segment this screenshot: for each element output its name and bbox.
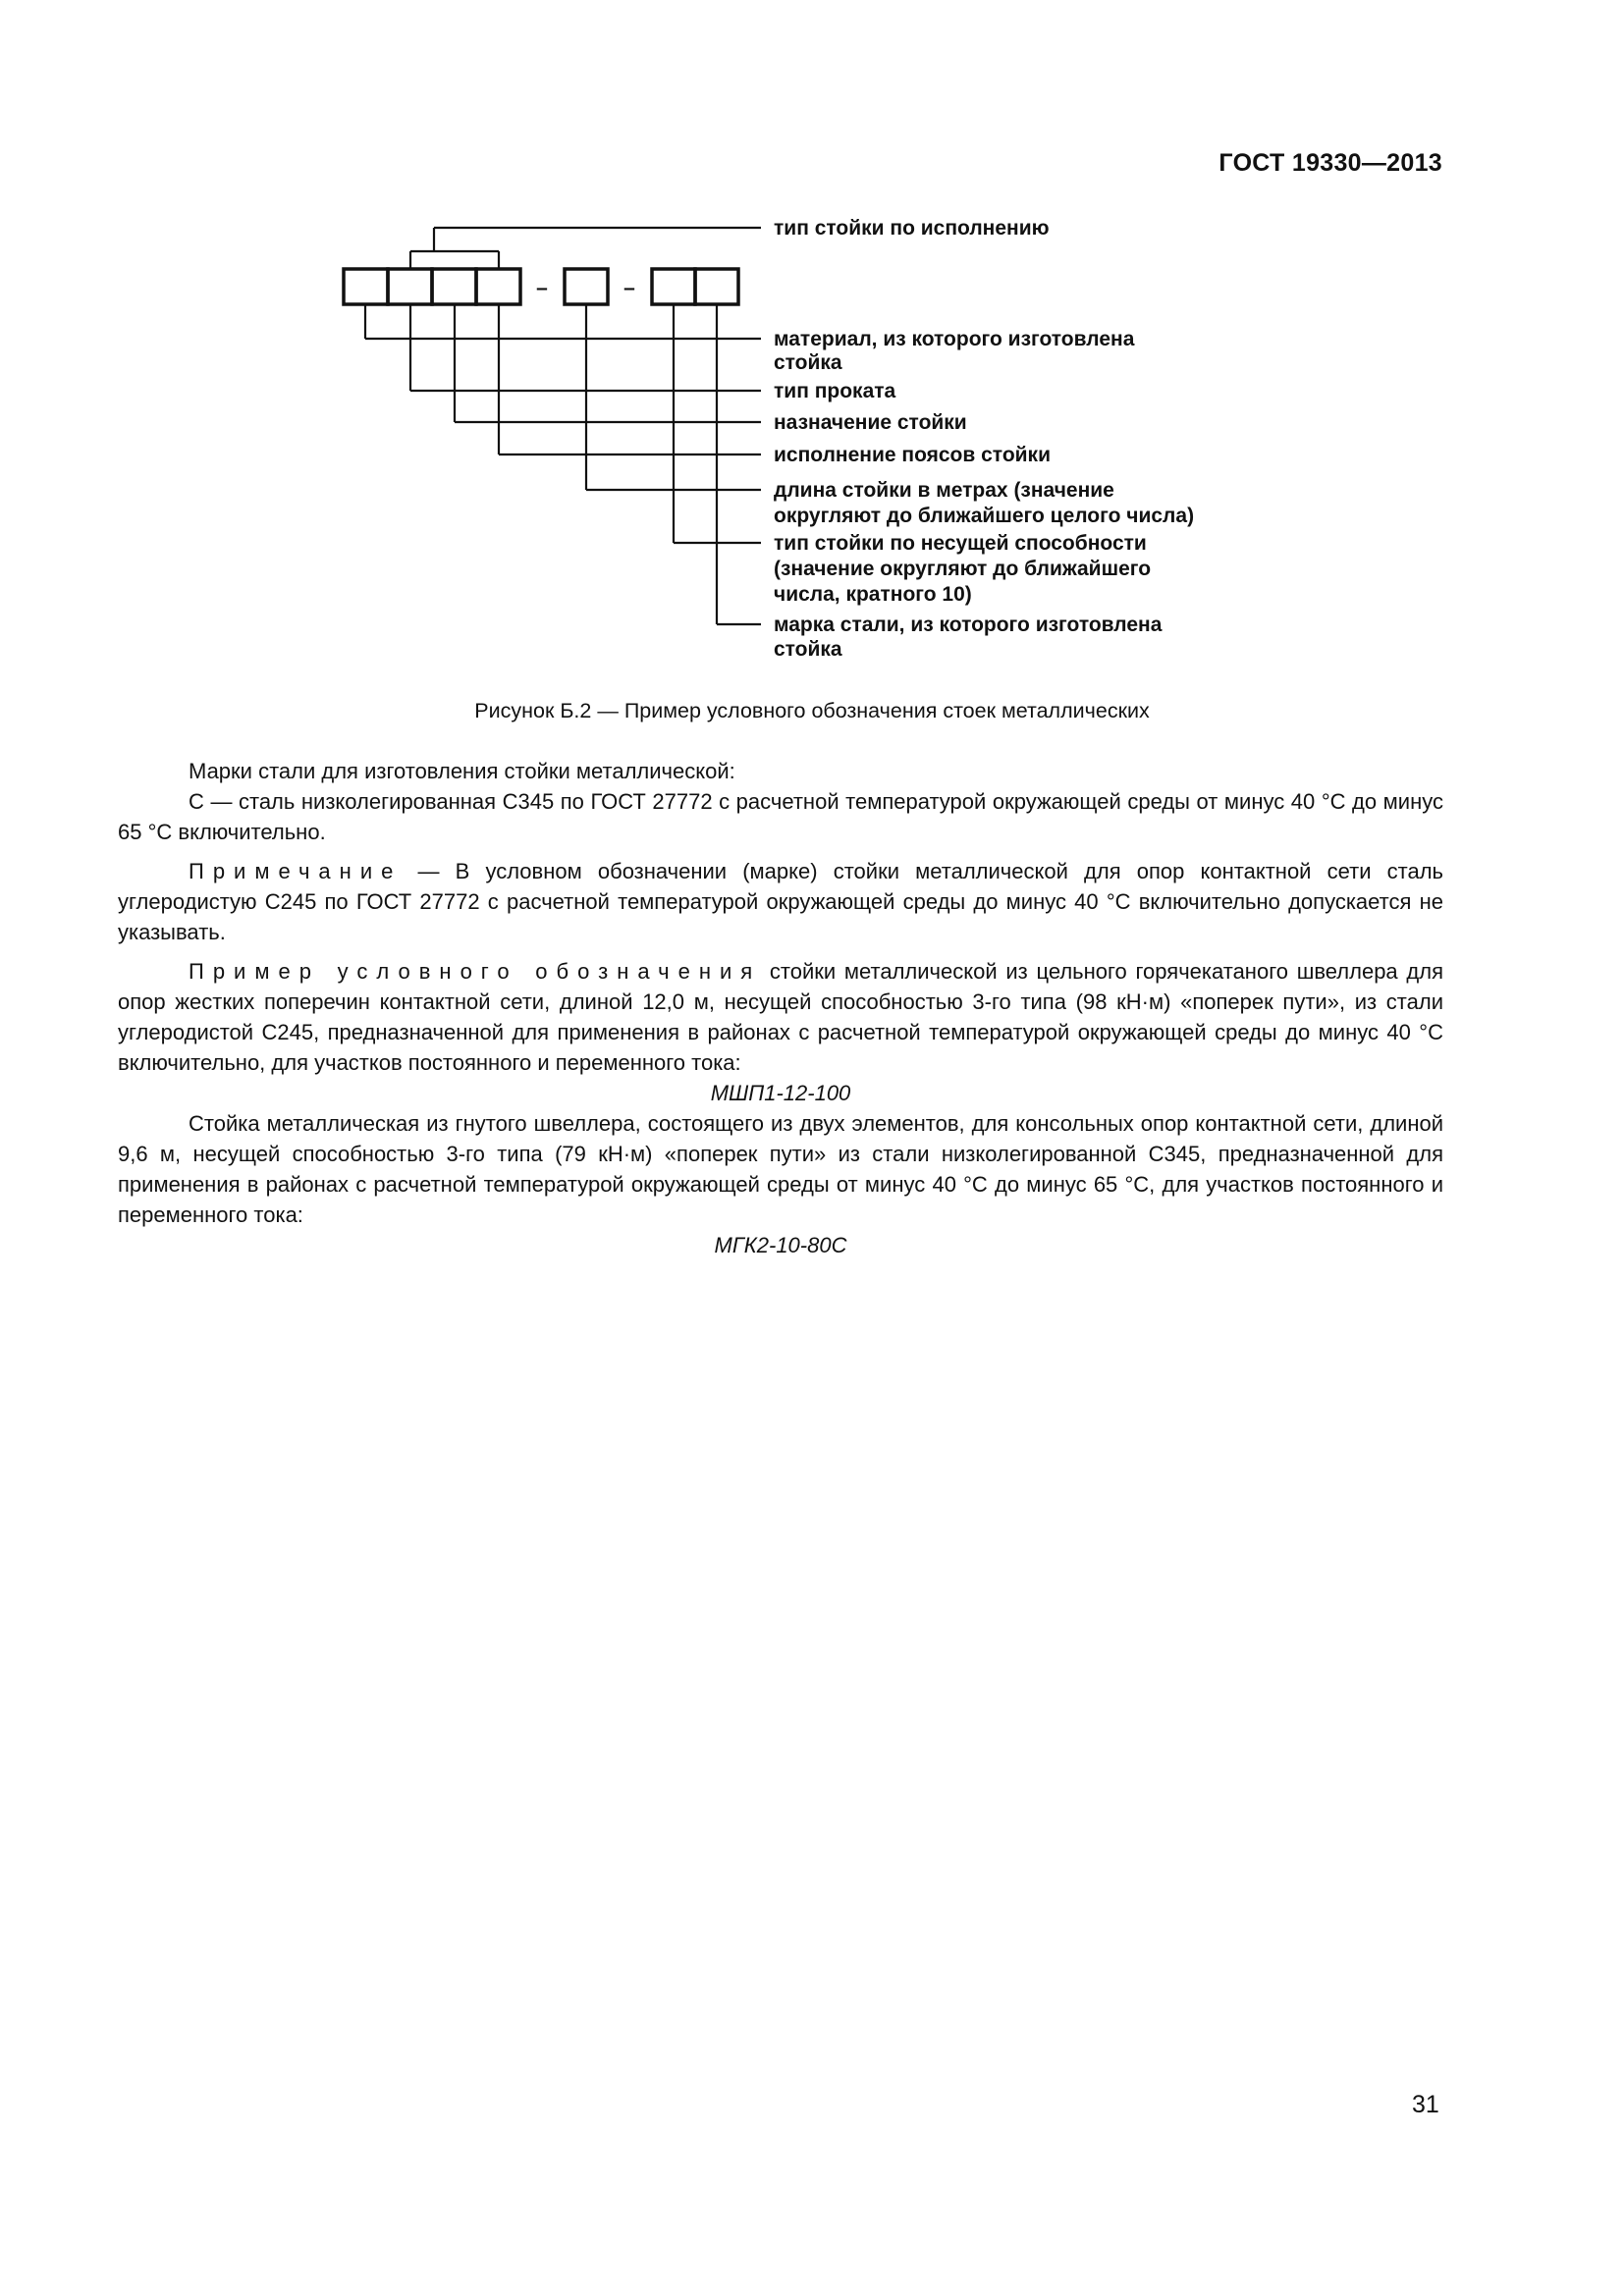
scheme-label-material: материал, из которого изготовлена стойка: [774, 328, 1135, 374]
figure-caption: Рисунок Б.2 — Пример условного обозначения стоек металлических: [474, 699, 1150, 722]
paragraph-steel-c: С — сталь низколегированная С345 по ГОСТ 27772 с расчетной температурой окружающей среды от минус 40 °С до минус 65 °С включительно.: [118, 789, 1443, 844]
scheme-label-length: длина стойки в метрах (значение округляют до ближайшего целого числа): [774, 479, 1195, 527]
scheme-box-2: [388, 269, 432, 304]
scheme-box-6: [652, 269, 695, 304]
scheme-label-bearing-capacity: тип стойки по несущей способности (значение округляют до ближайшего числа, кратного 10): [774, 532, 1152, 606]
note-label: Примечание: [189, 859, 403, 883]
example-label: Пример условного обозначения: [189, 959, 762, 984]
scheme-box-1: [344, 269, 388, 304]
scheme-box-3: [432, 269, 476, 304]
note-body: — В условном обозначении (марке) стойки металлической для опор контактной сети сталь углеродистую С245 по ГОСТ 27772 с расчетной температурой окружающей среды до минус 40 °С включительно допускается не указывать.: [118, 859, 1443, 944]
scheme-box-7: [695, 269, 738, 304]
example-paragraph: [118, 956, 1443, 1078]
paragraph-example-2: Стойка металлическая из гнутого швеллера, состоящего из двух элементов, для консольных опор контактной сети, длиной 9,6 м, несущей способностью 3-го типа (79 кН·м) «поперек пути» из стали низколегированной С345, предназначенной для применения в районах с расчетной температурой окружающей среды от минус 40 °С до минус 65 °С, для участков постоянного и переменного тока:: [118, 1111, 1443, 1227]
scheme-label-rolled-type: тип проката: [774, 380, 896, 402]
scheme-label-steel-grade: марка стали, из которого изготовлена стойка: [774, 614, 1163, 661]
scheme-separator: –: [623, 277, 635, 299]
document-standard-header: ГОСТ 19330—2013: [1218, 149, 1442, 177]
scheme-separator: –: [536, 277, 548, 299]
note-paragraph: [118, 856, 1443, 947]
scheme-box-5: [565, 269, 608, 304]
scheme-label-chord-design: исполнение поясов стойки: [774, 444, 1051, 466]
paragraph-steel-grades-intro: Марки стали для изготовления стойки металлической:: [189, 759, 735, 783]
scheme-label-purpose: назначение стойки: [774, 411, 967, 434]
designation-code-1: МШП1-12-100: [710, 1081, 851, 1105]
designation-scheme-diagram: [0, 0, 1624, 687]
scheme-box-4: [476, 269, 520, 304]
designation-code-2: МГК2-10-80С: [714, 1233, 847, 1257]
document-body: [118, 756, 1443, 1260]
example-body: стойки металлической из цельного горячекатаного швеллера для опор жестких поперечин контактной сети, длиной 12,0 м, несущей способностью 3-го типа (98 кН·м) «поперек пути», из стали углеродистой С245, предназначенной для применения в районах с расчетной температурой окружающей среды до минус 40 °С включительно, для участков постоянного и переменного тока:: [118, 959, 1443, 1075]
page-number: 31: [1412, 2091, 1439, 2118]
scheme-label-type-by-design: тип стойки по исполнению: [774, 217, 1050, 240]
